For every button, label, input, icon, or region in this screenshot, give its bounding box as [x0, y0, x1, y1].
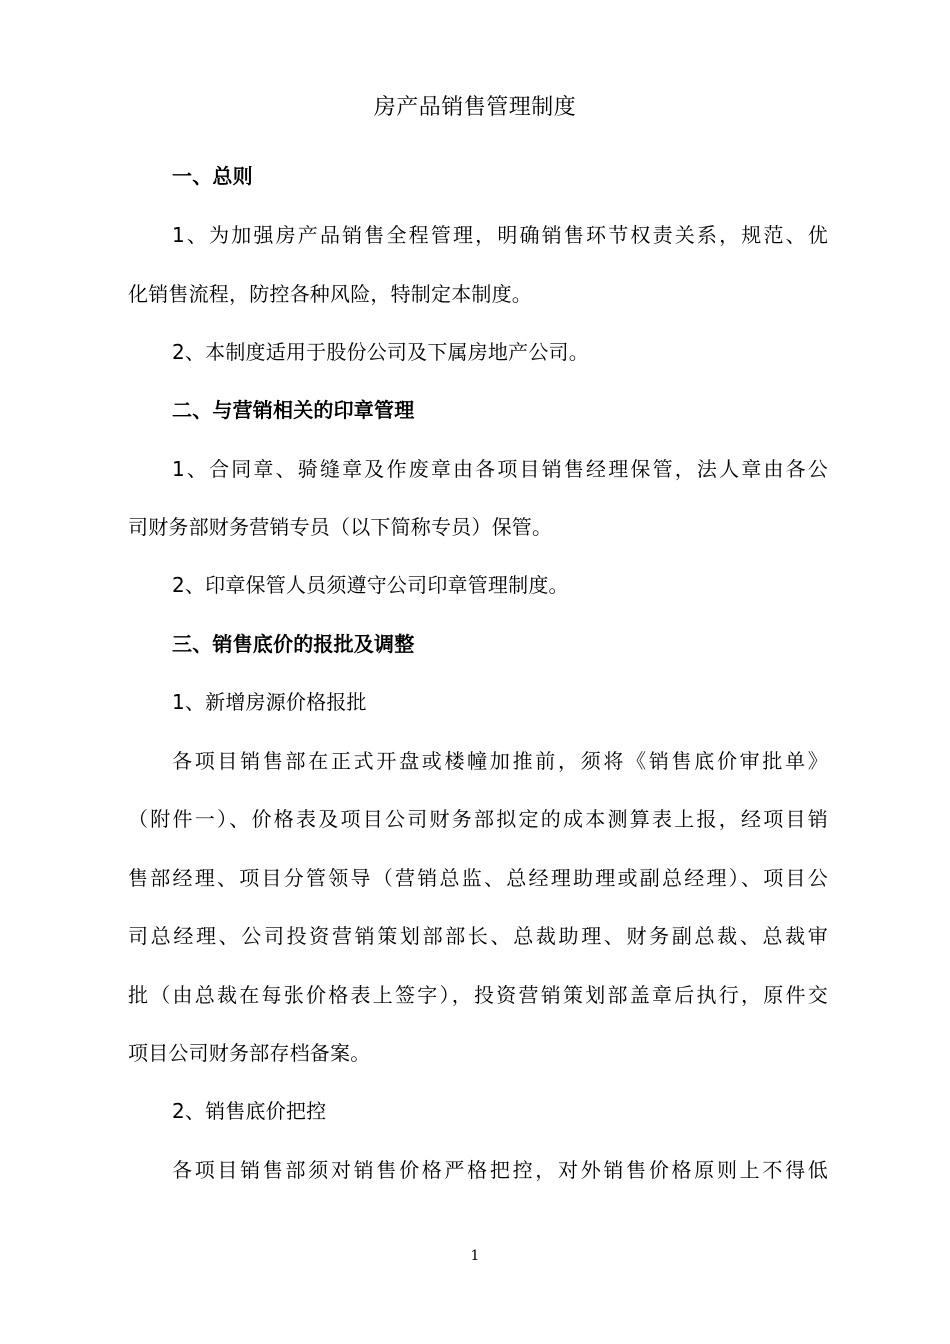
page-number: 1	[470, 1248, 480, 1264]
section-heading-seal-management: 二、与营销相关的印章管理	[172, 398, 415, 422]
section-heading-general: 一、总则	[172, 164, 253, 188]
paragraph-line: 司财务部财务营销专员（以下简称专员）保管。	[128, 515, 553, 539]
section-heading-base-price: 三、销售底价的报批及调整	[172, 632, 415, 656]
document-title: 房产品销售管理制度	[373, 95, 577, 120]
paragraph-line: 各项目销售部在正式开盘或楼幢加推前，须将《销售底价审批单》	[172, 749, 828, 773]
paragraph-line: 1、为加强房产品销售全程管理，明确销售环节权责关系，规范、优	[172, 223, 828, 247]
paragraph-line: 批（由总裁在每张价格表上签字），投资营销策划部盖章后执行，原件交	[128, 983, 828, 1007]
paragraph-line: （附件一）、价格表及项目公司财务部拟定的成本测算表上报，经项目销	[128, 807, 828, 831]
subheading-base-price-control: 2、销售底价把控	[172, 1099, 327, 1123]
paragraph-line: 2、本制度适用于股份公司及下属房地产公司。	[172, 340, 589, 364]
paragraph-line: 化销售流程，防控各种风险，特制定本制度。	[128, 282, 532, 306]
paragraph-line: 售部经理、项目分管领导（营销总监、总经理助理或副总经理）、项目公	[128, 866, 828, 890]
paragraph-line: 司总经理、公司投资营销策划部部长、总裁助理、财务副总裁、总裁审	[128, 924, 828, 948]
paragraph-line: 各项目销售部须对销售价格严格把控，对外销售价格原则上不得低	[172, 1158, 828, 1182]
subheading-new-listing-price: 1、新增房源价格报批	[172, 690, 367, 714]
paragraph-line: 项目公司财务部存档备案。	[128, 1041, 371, 1065]
paragraph-line: 2、印章保管人员须遵守公司印章管理制度。	[172, 573, 569, 597]
paragraph-line: 1、合同章、骑缝章及作废章由各项目销售经理保管，法人章由各公	[172, 457, 828, 481]
